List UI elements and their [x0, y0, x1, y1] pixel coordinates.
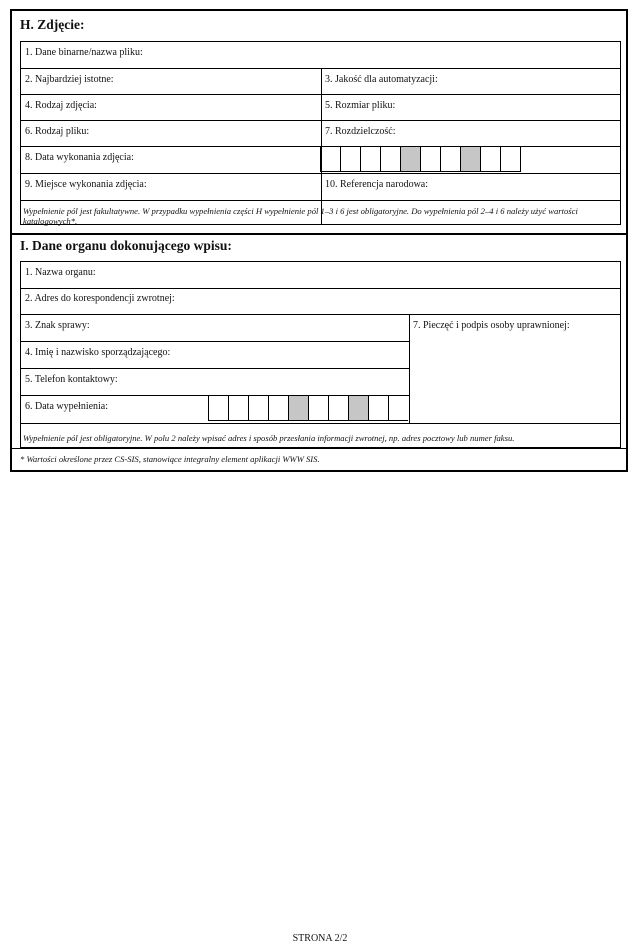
field-i5-contact-phone[interactable]: 5. Telefon kontaktowy:: [25, 374, 118, 385]
date-digit-box[interactable]: [328, 396, 348, 420]
field-i3-case-reference[interactable]: 3. Znak sprawy:: [25, 320, 90, 331]
photo-date-boxes[interactable]: [320, 146, 521, 172]
field-i4-preparer-name[interactable]: 4. Imię i nazwisko sporządzającego:: [25, 347, 171, 358]
field-h6-file-type[interactable]: 6. Rodzaj pliku:: [25, 126, 90, 137]
field-h5-file-size[interactable]: 5. Rozmiar pliku:: [325, 100, 396, 111]
section-i-heading: I. Dane organu dokonującego wpisu:: [20, 238, 232, 253]
field-i1-authority-name[interactable]: 1. Nazwa organu:: [25, 267, 96, 278]
date-digit-box[interactable]: [500, 147, 520, 171]
date-digit-box[interactable]: [368, 396, 388, 420]
date-digit-box[interactable]: [320, 147, 340, 171]
date-digit-box[interactable]: [360, 147, 380, 171]
date-digit-box[interactable]: [208, 396, 228, 420]
date-separator-box: [460, 147, 480, 171]
section-h-table: [20, 41, 621, 225]
date-separator-box: [288, 396, 308, 420]
footnote: * Wartości określone przez CS-SIS, stanowiące integralny element aplikacji WWW SIS.: [20, 454, 320, 464]
date-digit-box[interactable]: [388, 396, 408, 420]
date-digit-box[interactable]: [228, 396, 248, 420]
field-h2-most-relevant[interactable]: 2. Najbardziej istotne:: [25, 74, 114, 85]
field-h10-national-reference[interactable]: 10. Referencja narodowa:: [325, 179, 429, 190]
date-digit-box[interactable]: [248, 396, 268, 420]
date-digit-box[interactable]: [420, 147, 440, 171]
date-digit-box[interactable]: [268, 396, 288, 420]
date-digit-box[interactable]: [440, 147, 460, 171]
field-h3-quality[interactable]: 3. Jakość dla automatyzacji:: [325, 74, 438, 85]
date-digit-box[interactable]: [380, 147, 400, 171]
field-h7-resolution[interactable]: 7. Rozdzielczość:: [325, 126, 396, 137]
field-h9-photo-place[interactable]: 9. Miejsce wykonania zdjęcia:: [25, 179, 147, 190]
field-i7-stamp-signature[interactable]: 7. Pieczęć i podpis osoby uprawnionej:: [413, 320, 570, 331]
date-separator-box: [348, 396, 368, 420]
field-h1-binary-data[interactable]: 1. Dane binarne/nazwa pliku:: [25, 47, 143, 58]
date-digit-box[interactable]: [308, 396, 328, 420]
section-h-heading: H. Zdjęcie:: [20, 17, 85, 32]
date-digit-box[interactable]: [340, 147, 360, 171]
page-number: STRONA 2/2: [292, 933, 348, 944]
date-separator-box: [400, 147, 420, 171]
form-page: [10, 9, 628, 472]
field-h8-photo-date[interactable]: 8. Data wykonania zdjęcia:: [25, 152, 134, 163]
date-digit-box[interactable]: [480, 147, 500, 171]
section-i-note: Wypełnienie pól jest obligatoryjne. W polu 2 należy wpisać adres i sposób przesłania informacji zwrotnej, np. adres pocztowy lub numer faksu.: [23, 433, 515, 443]
field-h4-photo-type[interactable]: 4. Rodzaj zdjęcia:: [25, 100, 97, 111]
completion-date-boxes[interactable]: [208, 395, 408, 421]
section-h-note: Wypełnienie pól jest fakultatywne. W przypadku wypełnienia części H wypełnienie pól 1–3 i 6 jest obligatoryjne. Do wypełnienia pól 2–4 i 6 należy użyć wartości katalogowych*.: [23, 206, 578, 226]
field-i6-completion-date[interactable]: 6. Data wypełnienia:: [25, 401, 109, 412]
field-i2-return-address[interactable]: 2. Adres do korespondencji zwrotnej:: [25, 293, 175, 304]
